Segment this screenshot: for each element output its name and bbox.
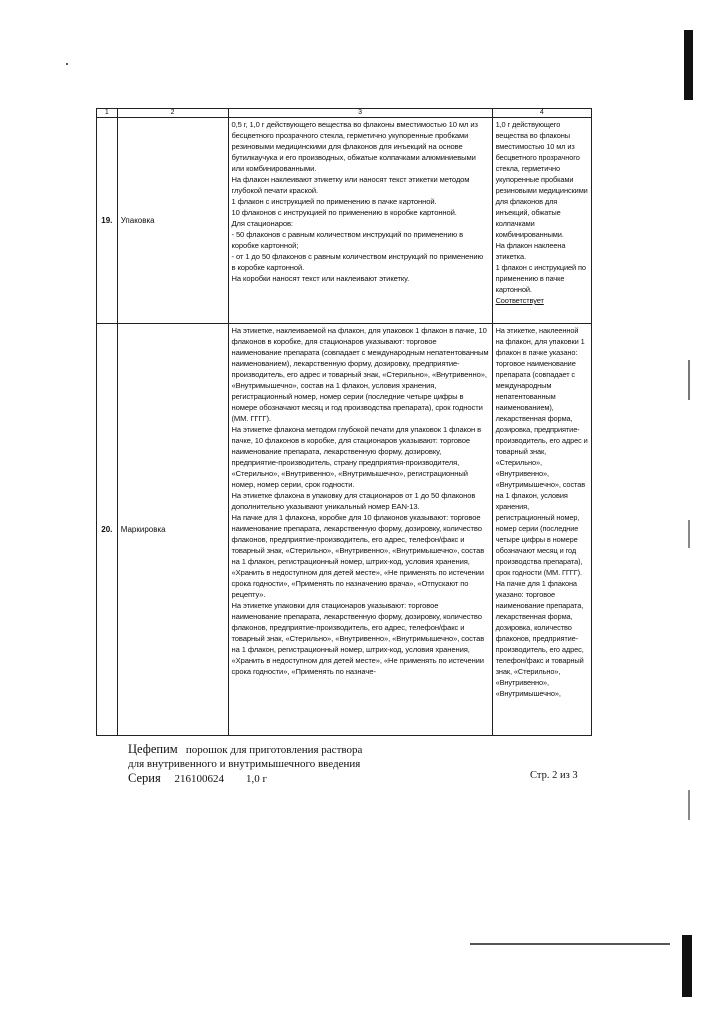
page-indicator: Стр. 2 из 3	[530, 770, 578, 781]
drug-form-line2: для внутривенного и внутримышечного введения	[128, 758, 361, 770]
series-label: Серия	[128, 771, 161, 785]
footer-drug-line	[128, 742, 598, 757]
requirement-cell	[228, 118, 492, 324]
scan-edge-mark-bottom	[682, 935, 692, 997]
column-number: 2	[117, 109, 228, 118]
requirement-text: 10 флаконов с инструкцией по применению в коробке картонной.	[231, 208, 457, 217]
requirement-cell	[228, 324, 492, 736]
scan-edge-noise	[688, 360, 690, 400]
drug-name: Цефепим	[128, 742, 178, 756]
scan-edge-mark-top	[684, 30, 693, 100]
dose: 1,0 г	[245, 773, 267, 785]
requirement-text: На коробки наносят текст или наклеивают этикетку.	[231, 274, 410, 283]
column-number: 4	[492, 109, 591, 118]
specification-table	[96, 108, 592, 736]
row-number: 19.	[97, 118, 118, 324]
scan-line-bottom	[470, 943, 670, 945]
result-text: 1 флакон с инструкцией по применению в пачке картонной.	[495, 263, 586, 294]
requirement-text: Для стационаров:	[231, 219, 293, 228]
result-cell	[492, 324, 591, 736]
scan-edge-noise	[688, 790, 690, 820]
table-row-packaging	[97, 118, 592, 324]
row-name: Упаковка	[117, 118, 228, 324]
requirement-text: На этикетке, наклеиваемой на флакон, для упаковок 1 флакон в пачке, 10 флаконов в коробке, для стационаров указывают: торговое наименование препарата (совпадает с международным непатентованным наименованием), лекарственную форму, дозировку, предприятие-производитель, его адрес и товарный знак, «Стерильно», «Внутривенно», «Внутримышечно», состав на 1 флакон, условия хранения, регистрационный номер, номер серии (последние четыре цифры в номере обозначают месяц и год производства препарата), срок годности (ММ. ГГГГ).	[231, 326, 489, 423]
column-number: 1	[97, 109, 118, 118]
requirement-text: - 50 флаконов с равным количеством инструкций по применению в коробке картонной;	[231, 230, 464, 250]
requirement-text: На пачке для 1 флакона, коробке для 10 флаконов указывают: торговое наименование препарата, лекарственную форму, дозировку, количество флаконов, предприятие-производитель, его адрес, телефон/факс и товарный знак, «Стерильно», «Внутривенно», «Внутримышечно», состав на 1 флакон, регистрационный номер, штрих-код, условия хранения, «Хранить в недоступном для детей месте», «Не применять по истечении срока годности», «Применять по назначению врача», «Отпускают по рецепту».	[231, 513, 485, 599]
requirement-text: - от 1 до 50 флаконов с равным количеством инструкций по применению в коробке картонной.	[231, 252, 484, 272]
result-text: На флакон наклеена этикетка.	[495, 241, 566, 261]
table-row-labeling	[97, 324, 592, 736]
document-footer	[128, 742, 598, 786]
requirement-text: На флакон наклеивают этикетку или наносят текст этикетки методом глубокой печати краской.	[231, 175, 470, 195]
result-text: На этикетке, наклеенной на флакон, для упаковки 1 флакон в пачке указано: торговое наименование препарата (совпадает с международным непатентованным наименованием), лекарственная форма, дозировка, предприятие-производитель, его адрес и товарный знак, «Стерильно», «Внутривенно», «Внутримышечно», состав на 1 флакон, условия хранения, регистрационный номер, номер серии (последние четыре цифры в номере обозначают месяц и год производства препарата), срок годности (ММ. ГГГГ).	[495, 326, 588, 577]
footer-series-line	[128, 771, 598, 786]
result-text: 1,0 г действующего вещества во флаконы вместимостью 10 мл из бесцветного прозрачного стекла, герметично укупоренные пробками резиновыми медицинскими для флаконов для инъекций, обжатые колпачками комбинированными.	[495, 120, 588, 239]
drug-form-line1: порошок для приготовления раствора	[185, 744, 363, 756]
requirement-text: На этикетке упаковки для стационаров указывают: торговое наименование препарата, лекарственную форму, дозировку, количество флаконов, предприятие-производитель, его адрес, телефон/факс и товарный знак, «Стерильно», «Внутривенно», «Внутримышечно», состав на 1 флакон, регистрационный номер, штрих-код, условия хранения, «Хранить в недоступном для детей месте», «Не применять по истечении срока годности», «Применять по назначе-	[231, 601, 485, 676]
result-verdict: Соответствует	[495, 296, 544, 305]
requirement-text: На этикетке флакона методом глубокой печати для упаковок 1 флакон в пачке, 10 флаконов в коробке, для стационаров указывают: торговое наименование препарата, лекарственную форму, дозировку, предприятие-производитель, страну предприятия-производителя, «Стерильно», «Внутривенно», «Внутримышечно», регистрационный номер, номер серии, срок годности.	[231, 425, 482, 489]
result-text: На пачке для 1 флакона указано: торговое наименование препарата, лекарственная форма, дозировка, количество флаконов, предприятие-производитель, его адрес, телефон/факс и товарный знак, «Стерильно», «Внутривенно», «Внутримышечно»,	[495, 579, 584, 698]
scan-speck	[66, 63, 68, 65]
row-name: Маркировка	[117, 324, 228, 736]
row-number: 20.	[97, 324, 118, 736]
column-number-row	[97, 109, 592, 118]
requirement-text: На этикетке флакона в упаковку для стационаров от 1 до 50 флаконов дополнительно указывают уникальный номер EAN-13.	[231, 491, 476, 511]
scan-edge-noise	[688, 520, 690, 548]
requirement-text: 1 флакон с инструкцией по применению в пачке картонной.	[231, 197, 437, 206]
column-number: 3	[228, 109, 492, 118]
series-number: 216100624	[174, 773, 224, 785]
result-cell	[492, 118, 591, 324]
requirement-text: 0,5 г, 1,0 г действующего вещества во флаконы вместимостью 10 мл из бесцветного прозрачного стекла, герметично укупоренные пробками резиновыми медицинскими для флаконов для инъекций на основе бутилкаучука и его производных, обжатые колпачками алюминиевыми или комбинированными.	[231, 120, 478, 173]
